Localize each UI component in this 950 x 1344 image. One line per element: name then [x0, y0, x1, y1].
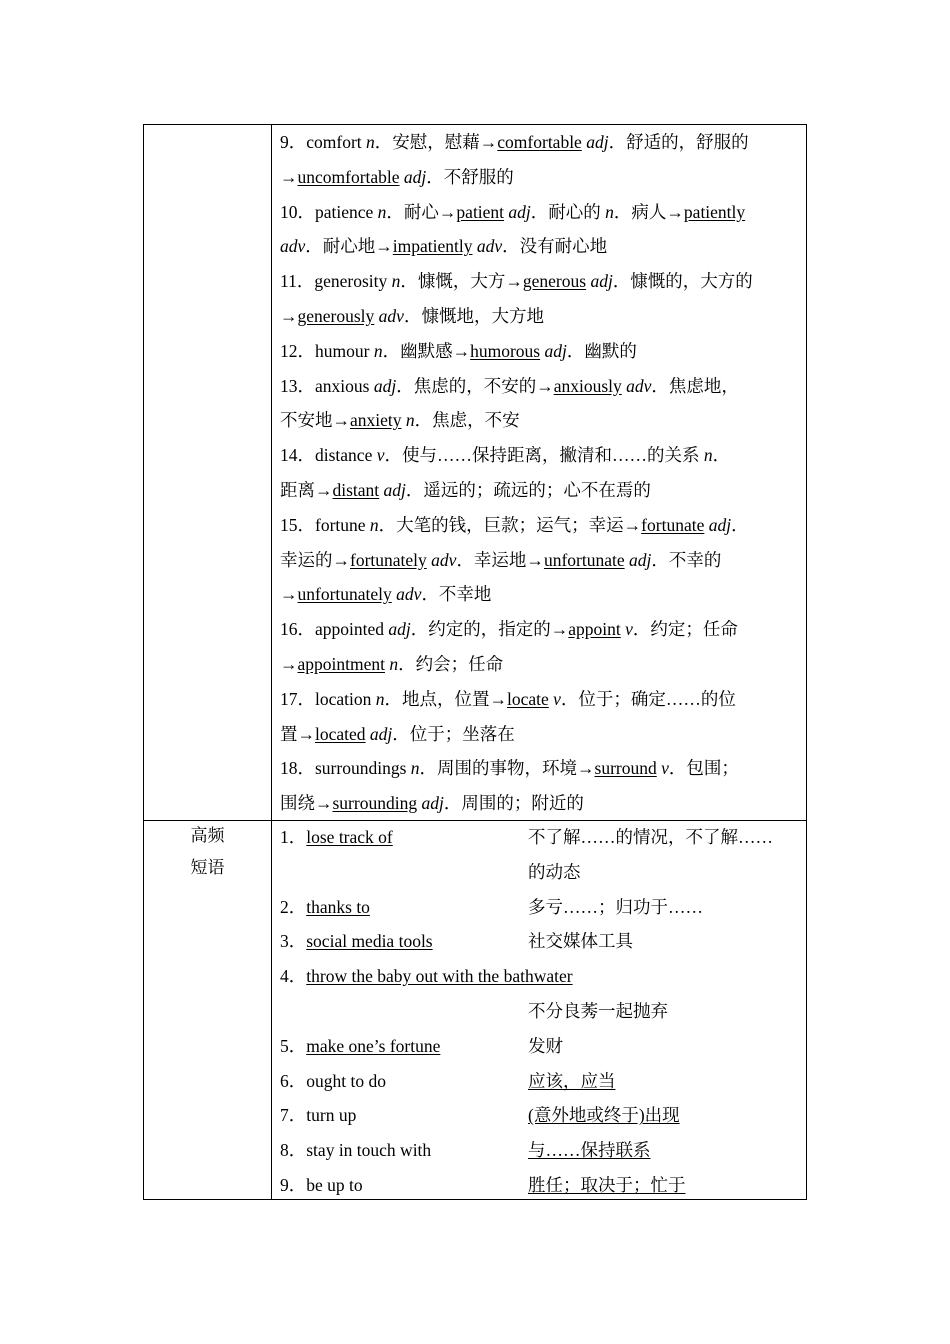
- section-label-line: 高频: [190, 826, 225, 846]
- vocab-line: [280, 717, 804, 752]
- vocab-text: 11．generosity: [280, 271, 392, 292]
- vocab-text: ．耐心→: [386, 201, 457, 222]
- vocab-text: ．慷慨，大方→: [400, 271, 523, 292]
- vocabulary-table: [143, 124, 807, 1200]
- phrase-row-continuation: [280, 855, 804, 890]
- vocab-text: ．慷慨地，大方地: [403, 305, 544, 326]
- vocab-line: [280, 334, 804, 369]
- part-of-speech: v: [625, 619, 633, 640]
- phrase-row: [280, 1029, 804, 1064]
- vocab-text: ．幽默感→: [382, 340, 471, 361]
- vocab-text: 17．location: [280, 688, 376, 709]
- phrase-english-text: stay in touch with: [306, 1140, 432, 1161]
- phrase-chinese-text: (意外地或终于)出现: [528, 1105, 680, 1126]
- part-of-speech: adj: [508, 201, 531, 222]
- part-of-speech: n: [375, 688, 385, 709]
- phrase-chinese: [528, 1029, 563, 1064]
- phrase-number: 3．: [280, 931, 307, 952]
- vocab-line: [280, 508, 804, 543]
- vocab-text: 10．patience: [280, 201, 378, 222]
- part-of-speech: adv: [280, 236, 306, 257]
- vocab-line: [280, 264, 804, 299]
- phrase-english: [280, 924, 433, 959]
- vocab-line: [280, 682, 804, 717]
- vocab-text: ．位于；确定……的位: [560, 688, 736, 709]
- phrase-chinese-text: 与……保持联系: [528, 1140, 651, 1161]
- part-of-speech: n: [410, 758, 420, 779]
- vocab-answer: locate: [507, 688, 549, 709]
- vocab-text: ．焦虑，不安: [414, 410, 520, 431]
- phrase-english: [280, 820, 393, 855]
- phrase-row: [280, 959, 804, 994]
- phrase-english: [280, 1168, 363, 1203]
- phrase-chinese-text: 的动态: [528, 861, 581, 882]
- part-of-speech: adj: [586, 132, 609, 152]
- vocab-line: [280, 160, 804, 195]
- vocab-text: ．耐心的: [530, 201, 606, 222]
- phrase-english-text: throw the baby out with the bathwater: [306, 966, 573, 987]
- vocab-answer: appointment: [297, 653, 385, 674]
- vocab-text: ．病人→: [613, 201, 684, 222]
- part-of-speech: adj: [708, 514, 732, 535]
- vocab-answer: generous: [522, 271, 587, 292]
- vocab-answer: unfortunately: [297, 584, 392, 605]
- phrase-chinese: [528, 890, 703, 925]
- vocab-line: [280, 369, 804, 404]
- vocab-line: [280, 577, 804, 612]
- vocab-answer: fortunately: [350, 549, 427, 570]
- vocab-text: ．幽默的: [566, 340, 637, 361]
- vocab-text: →: [280, 166, 298, 187]
- vocab-line: [280, 299, 804, 334]
- vocab-line: [280, 229, 804, 264]
- part-of-speech: adj: [403, 166, 427, 187]
- phrase-row: [280, 820, 804, 855]
- column-divider: [271, 125, 272, 1199]
- vocab-answer: patient: [456, 201, 505, 222]
- vocab-text: →: [280, 305, 298, 326]
- vocab-text: 围绕→: [280, 793, 333, 814]
- phrase-number: 9．: [280, 1174, 307, 1195]
- vocab-text: ．安慰，慰藉→: [374, 132, 498, 152]
- vocab-line: [280, 473, 804, 508]
- vocab-answer: unfortunate: [543, 549, 625, 570]
- section-label-high-frequency-phrases: [144, 820, 271, 884]
- phrase-number: 5．: [280, 1035, 307, 1056]
- phrase-list: [280, 820, 804, 1203]
- part-of-speech: n: [377, 201, 387, 222]
- phrase-chinese-text: 不分良莠一起抛弃: [528, 1000, 668, 1021]
- part-of-speech: adv: [431, 549, 457, 570]
- vocab-text: ．焦虑地，: [651, 375, 739, 396]
- vocab-text: ．焦虑的，不安的→: [396, 375, 554, 396]
- phrase-chinese: [528, 994, 668, 1029]
- phrase-english: [280, 890, 370, 925]
- vocab-text: 15．fortune: [280, 514, 370, 535]
- vocab-answer: surrounding: [332, 793, 418, 814]
- vocab-answer: anxiously: [553, 375, 622, 396]
- phrase-english: [280, 1064, 386, 1099]
- part-of-speech: n: [389, 653, 399, 674]
- vocab-text: ．地点，位置→: [384, 688, 507, 709]
- part-of-speech: n: [703, 445, 713, 466]
- vocab-answer: distant: [332, 479, 380, 500]
- vocab-text: ．使与……保持距离，撇清和……的关系: [384, 445, 704, 466]
- phrase-chinese: [528, 924, 633, 959]
- part-of-speech: adj: [421, 793, 444, 814]
- phrase-chinese: [528, 1098, 680, 1133]
- vocab-answer: uncomfortable: [297, 166, 400, 187]
- phrase-chinese: [528, 1168, 686, 1203]
- vocab-text: →: [280, 653, 298, 674]
- vocab-text: ．: [712, 445, 731, 466]
- part-of-speech: adj: [544, 340, 567, 361]
- phrase-number: 1．: [280, 827, 307, 847]
- phrase-english-text: thanks to: [306, 896, 370, 917]
- vocab-line: [280, 647, 804, 682]
- phrase-chinese-text: 不了解……的情况，不了解……: [528, 827, 773, 847]
- vocab-text: ．位于；坐落在: [392, 723, 515, 744]
- vocab-line: [280, 403, 804, 438]
- vocab-line: [280, 751, 804, 786]
- vocab-line: [280, 125, 804, 160]
- phrase-english: [280, 959, 573, 994]
- vocab-line: [280, 612, 804, 647]
- vocab-answer: located: [315, 723, 366, 744]
- vocab-text: ．不舒服的: [426, 166, 514, 187]
- part-of-speech: v: [376, 445, 385, 466]
- part-of-speech: adv: [626, 375, 652, 396]
- vocab-answer: humorous: [470, 340, 541, 361]
- phrase-english-text: turn up: [306, 1105, 357, 1126]
- vocab-text: ．大笔的钱，巨款；运气；幸运→: [378, 514, 642, 535]
- vocab-text: ．约定；任命: [632, 619, 738, 640]
- phrase-row: [280, 1168, 804, 1203]
- vocab-answer: generously: [297, 305, 375, 326]
- part-of-speech: n: [391, 271, 401, 292]
- part-of-speech: adv: [396, 584, 422, 605]
- part-of-speech: adj: [373, 375, 397, 396]
- vocab-answer: appoint: [568, 619, 621, 640]
- phrase-english: [280, 1098, 356, 1133]
- phrase-number: 2．: [280, 896, 307, 917]
- vocab-line: [280, 786, 804, 821]
- vocab-text: ．幸运地→: [456, 549, 544, 570]
- vocab-text: 12．humour: [280, 340, 374, 361]
- phrase-english: [280, 1029, 440, 1064]
- phrase-number: 8．: [280, 1140, 307, 1161]
- vocab-text: ．不幸地: [421, 584, 492, 605]
- vocab-text: 14．distance: [280, 445, 377, 466]
- section-label-line: 短语: [190, 858, 225, 878]
- vocab-answer: comfortable: [497, 132, 582, 152]
- phrase-row: [280, 1064, 804, 1099]
- phrase-number: 7．: [280, 1105, 307, 1126]
- vocab-text: 置→: [280, 723, 315, 744]
- phrase-chinese-text: 社交媒体工具: [528, 931, 633, 952]
- vocab-answer: patiently: [683, 201, 746, 222]
- phrase-english-text: social media tools: [306, 931, 433, 952]
- phrase-english-text: lose track of: [306, 827, 393, 847]
- phrase-english-text: make one’s fortune: [306, 1035, 441, 1056]
- phrase-chinese: [528, 820, 773, 855]
- phrase-english-text: ought to do: [306, 1070, 386, 1091]
- vocab-text: ．约会；任命: [398, 653, 504, 674]
- vocab-text: ．不幸的: [651, 549, 722, 570]
- vocab-answer: fortunate: [641, 514, 705, 535]
- phrase-chinese-text: 多亏……；归功于……: [528, 896, 703, 917]
- part-of-speech: adj: [388, 619, 411, 640]
- vocab-line: [280, 438, 804, 473]
- vocab-text: ．耐心地→: [305, 236, 393, 257]
- phrase-chinese-text: 胜任；取决于；忙于: [528, 1174, 686, 1195]
- vocab-text: ．周围的；附近的: [443, 793, 584, 814]
- phrase-chinese: [528, 855, 581, 890]
- vocab-text: ．舒适的，舒服的: [608, 132, 749, 152]
- vocab-line: [280, 543, 804, 578]
- vocab-text: 13．anxious: [280, 375, 374, 396]
- phrase-row: [280, 1098, 804, 1133]
- phrase-chinese-text: 应该，应当: [528, 1070, 616, 1091]
- phrase-row: [280, 1133, 804, 1168]
- phrase-chinese: [528, 1064, 616, 1099]
- vocab-text: 16．appointed: [280, 619, 389, 640]
- vocab-text: 距离→: [280, 479, 333, 500]
- part-of-speech: adj: [369, 723, 393, 744]
- phrase-row: [280, 890, 804, 925]
- part-of-speech: n: [605, 201, 614, 222]
- part-of-speech: adj: [590, 271, 613, 292]
- phrase-row: [280, 924, 804, 959]
- vocab-text: ．慷慨的，大方的: [612, 271, 753, 292]
- vocab-text: 9．comfort: [280, 132, 367, 152]
- part-of-speech: v: [553, 688, 561, 709]
- phrase-english-text: be up to: [306, 1174, 363, 1195]
- phrase-english: [280, 1133, 431, 1168]
- vocab-text: ．约定的，指定的→: [410, 619, 569, 640]
- part-of-speech: adj: [628, 549, 652, 570]
- vocab-text: ．周围的事物，环境→: [419, 758, 595, 779]
- phrase-number: 4．: [280, 966, 307, 987]
- vocab-answer: impatiently: [392, 236, 473, 257]
- part-of-speech: n: [366, 132, 375, 152]
- vocab-text: ．包围；: [668, 758, 739, 779]
- vocab-text: ．: [731, 514, 749, 535]
- part-of-speech: adv: [476, 236, 503, 257]
- vocab-answer: surround: [594, 758, 657, 779]
- vocab-text: 18．surroundings: [280, 758, 411, 779]
- vocab-text: ．遥远的；疏远的；心不在焉的: [405, 479, 651, 500]
- part-of-speech: adv: [378, 305, 404, 326]
- part-of-speech: n: [369, 514, 379, 535]
- word-family-list: [280, 125, 804, 821]
- part-of-speech: n: [405, 410, 415, 431]
- part-of-speech: v: [661, 758, 669, 779]
- vocab-text: 幸运的→: [280, 549, 350, 570]
- vocab-answer: anxiety: [350, 410, 402, 431]
- vocab-text: →: [280, 584, 298, 605]
- phrase-number: 6．: [280, 1070, 307, 1091]
- vocab-text: ．没有耐心地: [502, 236, 608, 257]
- phrase-chinese-text: 发财: [528, 1035, 563, 1056]
- vocab-text: 不安地→: [280, 410, 350, 431]
- vocab-line: [280, 195, 804, 230]
- part-of-speech: adj: [383, 479, 406, 500]
- part-of-speech: n: [373, 340, 383, 361]
- phrase-chinese: [528, 1133, 651, 1168]
- phrase-row-continuation: [280, 994, 804, 1029]
